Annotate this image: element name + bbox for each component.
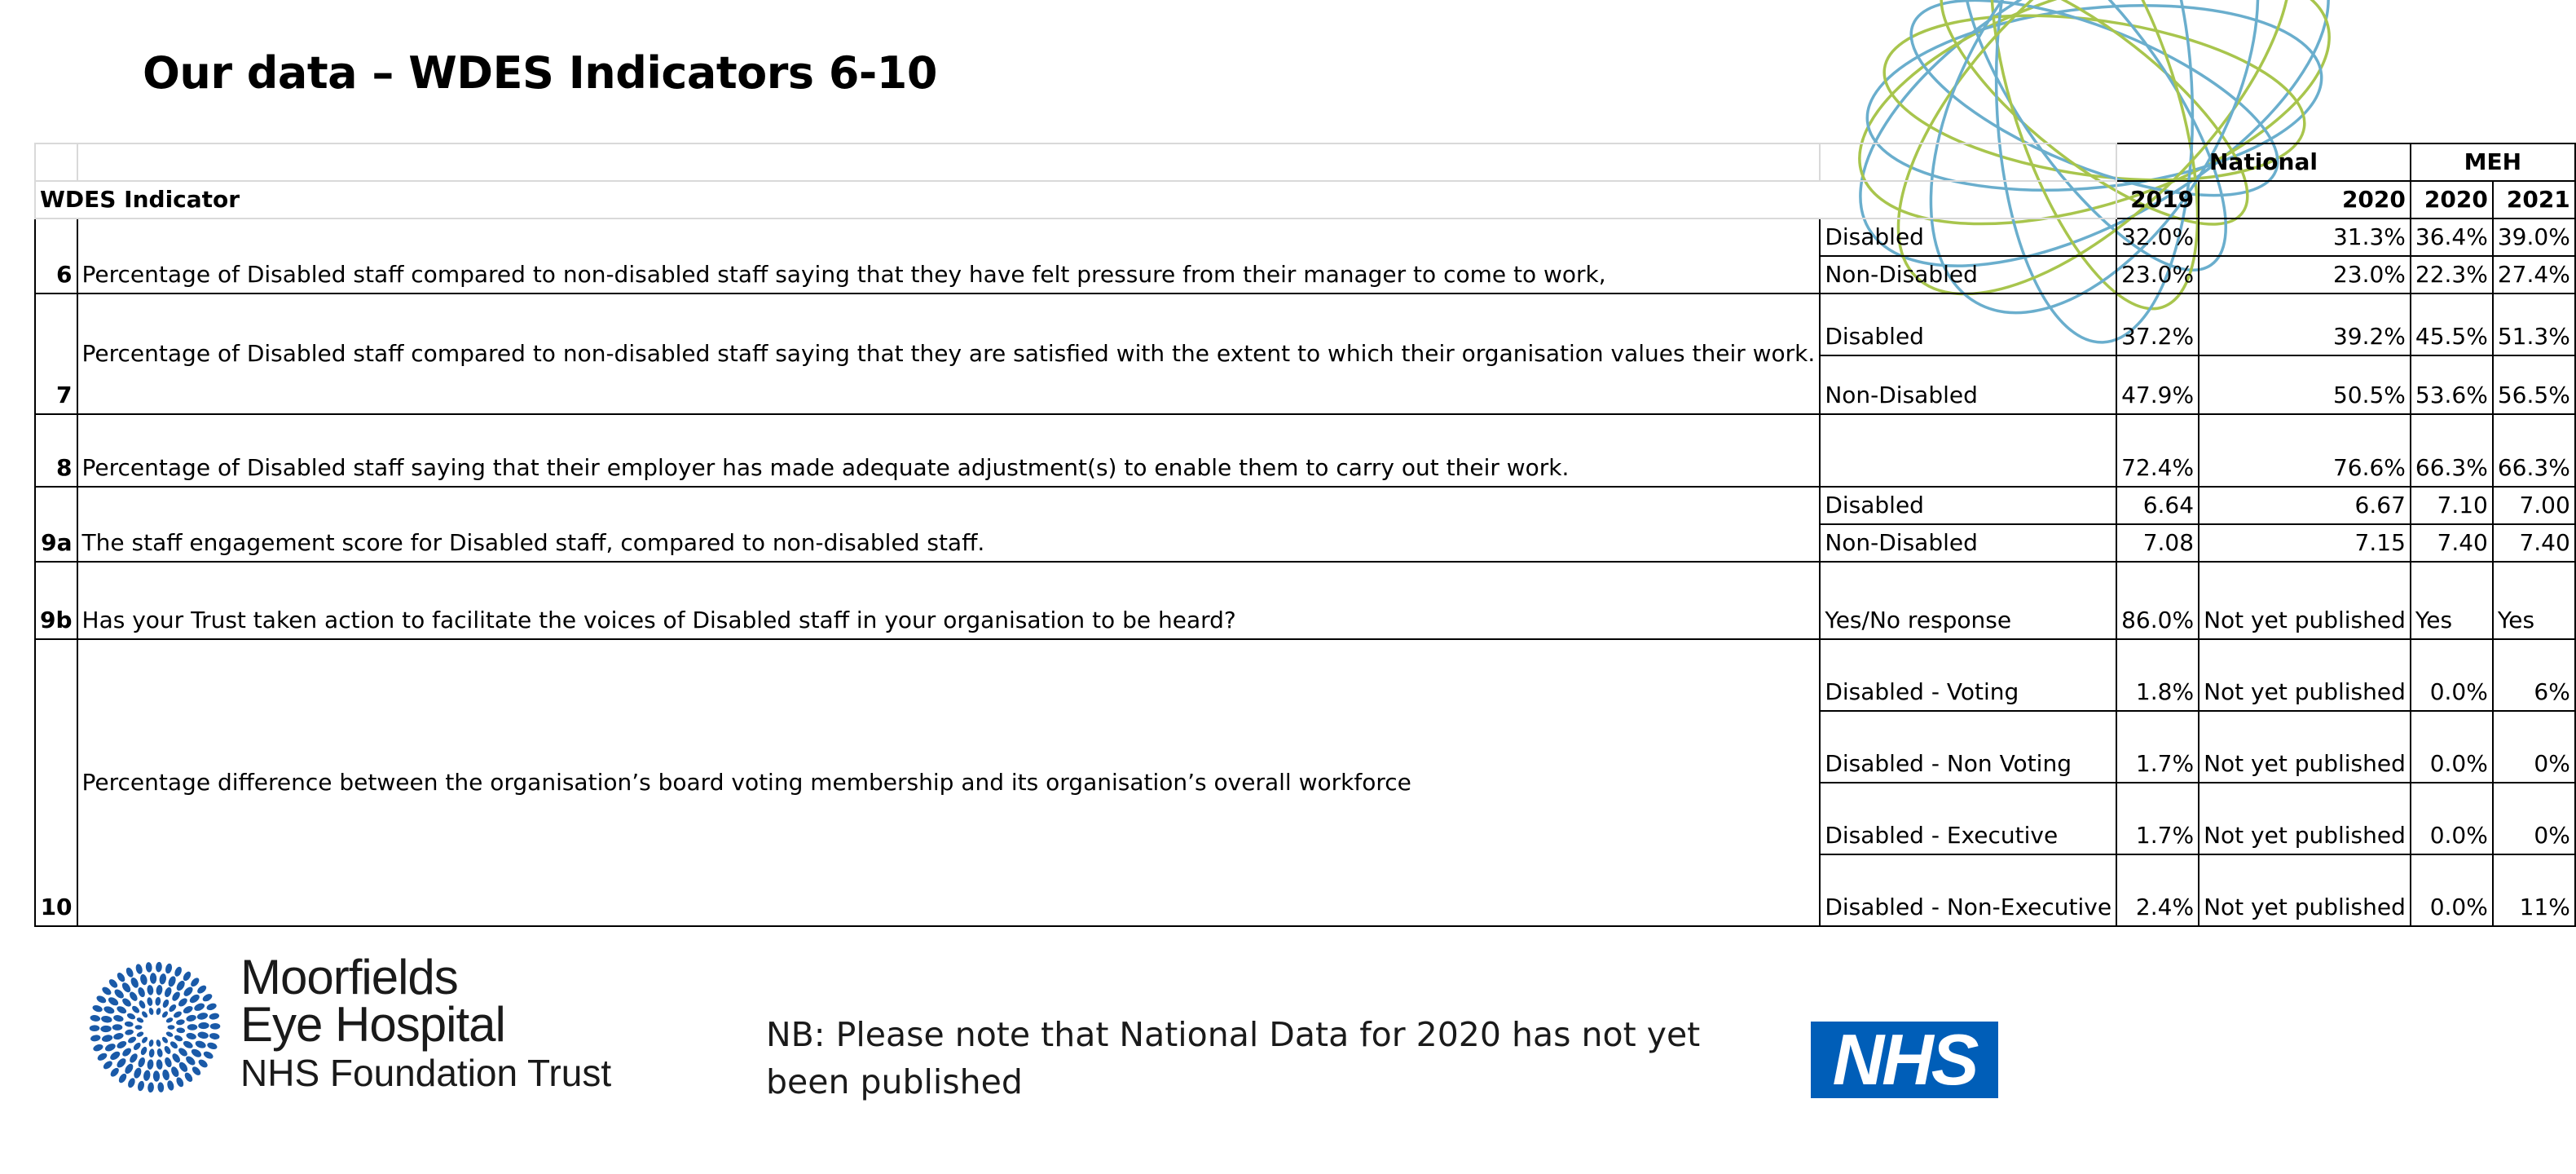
logo-dot [166, 1079, 175, 1091]
logo-dot [139, 973, 148, 986]
page-title: Our data – WDES Indicators 6-10 [143, 47, 937, 99]
logo-dot [148, 1048, 155, 1058]
value-cell: 37.2% [2116, 294, 2199, 355]
logo-dot [112, 987, 125, 1000]
value-cell: 66.3% [2493, 414, 2575, 487]
indicator-id: 6 [35, 218, 77, 294]
logo-dot [96, 1052, 108, 1062]
logo-dot [90, 1034, 101, 1042]
logo-dot [193, 1002, 206, 1013]
category-cell: Non-Disabled [1820, 256, 2116, 294]
category-cell: Disabled [1820, 487, 2116, 524]
header-year-row [35, 181, 2575, 218]
logo-dot [116, 971, 126, 983]
wdes-table [34, 143, 2576, 927]
indicator-id: 9a [35, 487, 77, 562]
logo-dot [137, 986, 147, 999]
logo-dot [170, 991, 181, 1003]
logo-dot [197, 1031, 209, 1039]
logo-dot [101, 1034, 113, 1043]
value-cell: 1.7% [2116, 711, 2199, 783]
logo-dot [156, 1059, 163, 1070]
organisation-name [240, 950, 612, 1097]
value-cell: 66.3% [2411, 414, 2493, 487]
logo-dot [205, 1002, 217, 1012]
logo-dot [182, 970, 192, 982]
logo-dot [126, 1012, 137, 1021]
value-cell: 36.4% [2411, 218, 2493, 256]
logo-dot [163, 986, 173, 999]
value-cell: 7.15 [2199, 524, 2411, 562]
logo-dot [107, 995, 120, 1007]
logo-dot [161, 999, 170, 1009]
value-cell: 51.3% [2493, 294, 2575, 355]
logo-dot [209, 1032, 220, 1039]
value-cell: 11% [2493, 854, 2575, 926]
value-cell: 86.0% [2116, 562, 2199, 639]
logo-dot [130, 1004, 140, 1014]
category-cell: Disabled [1820, 294, 2116, 355]
year-meh-2020: 2020 [2411, 181, 2493, 218]
logo-dot [184, 1054, 197, 1066]
logo-dot [121, 996, 133, 1008]
value-cell: 7.40 [2411, 524, 2493, 562]
logo-dot [161, 1035, 170, 1044]
value-cell: Yes [2493, 562, 2575, 639]
logo-dot [169, 1040, 178, 1050]
meh-group-header: MEH [2411, 143, 2575, 181]
logo-dot [90, 1014, 101, 1022]
logo-dot [175, 1076, 185, 1088]
logo-dot [161, 1010, 170, 1018]
value-cell: 1.8% [2116, 639, 2199, 711]
logo-dot [148, 1082, 155, 1092]
logo-dot [95, 995, 108, 1005]
value-cell: 6.64 [2116, 487, 2199, 524]
logo-dot [136, 1017, 144, 1024]
value-cell: Not yet published [2199, 711, 2411, 783]
value-cell: Not yet published [2199, 639, 2411, 711]
category-cell [1820, 414, 2116, 487]
logo-dot [136, 1031, 144, 1038]
logo-dot [123, 1062, 134, 1075]
logo-dot [186, 1014, 197, 1023]
logo-dot [143, 1070, 151, 1082]
logo-dot [174, 965, 183, 978]
value-cell: 0.0% [2411, 783, 2493, 854]
logo-dot [137, 1080, 145, 1092]
logo-dot [209, 1013, 220, 1021]
logo-dot [90, 1025, 100, 1031]
logo-dot [187, 1024, 198, 1031]
indicator-description: Has your Trust taken action to facilitate the voices of Disabled staff in your organisation to be heard? [77, 562, 1821, 639]
org-name-line-1: Moorfields [240, 950, 458, 1004]
logo-dot [198, 1022, 209, 1030]
indicator-id: 9b [35, 562, 77, 639]
year-national-2020: 2020 [2199, 181, 2411, 218]
logo-dot [101, 986, 113, 997]
logo-dot [202, 1050, 214, 1061]
value-cell: 39.2% [2199, 294, 2411, 355]
indicator-description: Percentage of Disabled staff compared to non-disabled staff saying that they are satisfied with the extent to which their organisation values their work. [77, 294, 1821, 414]
logo-dot [168, 1003, 178, 1013]
logo-dot [141, 1010, 149, 1018]
value-cell: 2.4% [2116, 854, 2199, 926]
category-cell: Disabled [1820, 218, 2116, 256]
logo-dot [137, 1057, 147, 1069]
value-cell: 23.0% [2116, 256, 2199, 294]
category-cell: Non-Disabled [1820, 524, 2116, 562]
category-cell: Yes/No response [1820, 562, 2116, 639]
category-cell: Disabled - Executive [1820, 783, 2116, 854]
logo-dot [133, 1066, 143, 1079]
logo-dot [189, 976, 200, 988]
value-cell: 39.0% [2493, 218, 2575, 256]
logo-dot [116, 1004, 128, 1015]
year-national-2019: 2019 [2116, 181, 2199, 218]
logo-dot [197, 1058, 209, 1070]
logo-dot [139, 1046, 148, 1057]
logo-dot [135, 1025, 143, 1030]
logo-dot [165, 1031, 174, 1038]
logo-dot [112, 1032, 124, 1041]
logo-dot [177, 996, 189, 1008]
nhs-logo-icon: NHS [1811, 1022, 1998, 1098]
logo-dot [147, 1059, 154, 1070]
value-cell: 47.9% [2116, 355, 2199, 414]
logo-dot [164, 1057, 174, 1069]
value-cell: 0.0% [2411, 711, 2493, 783]
logo-dot [124, 1021, 134, 1027]
logo-dot [121, 1046, 133, 1057]
logo-dot [147, 985, 154, 995]
logo-dot [182, 1004, 194, 1015]
logo-dot [109, 1066, 121, 1079]
logo-dot [161, 1069, 170, 1081]
logo-dot [174, 1034, 184, 1043]
table-row [35, 414, 2575, 487]
indicator-id: 8 [35, 414, 77, 487]
logo-dot [210, 1023, 221, 1030]
logo-dot [173, 1010, 183, 1019]
logo-dot [170, 1066, 180, 1079]
logo-dot [156, 1048, 164, 1057]
logo-dot [112, 1024, 123, 1031]
logo-dot [163, 1045, 172, 1056]
value-cell: 23.0% [2199, 256, 2411, 294]
logo-dot [121, 981, 133, 994]
value-cell: 7.40 [2493, 524, 2575, 562]
value-cell: 6.67 [2199, 487, 2411, 524]
value-cell: 1.7% [2116, 783, 2199, 854]
indicator-id: 10 [35, 639, 77, 926]
indicator-description: Percentage of Disabled staff compared to non-disabled staff saying that they have felt pressure from their manager to come to work, [77, 218, 1821, 294]
logo-dot [175, 1019, 185, 1026]
logo-dot [125, 1029, 134, 1036]
indicator-description: Percentage of Disabled staff saying that their employer has made adequate adjustment(s) to enable them to carry out their work. [77, 414, 1821, 487]
logo-dot [100, 1026, 112, 1033]
logo-dot [145, 962, 152, 973]
logo-dot [156, 962, 163, 973]
logo-dot [175, 979, 187, 992]
logo-dot [170, 1052, 182, 1064]
value-cell: 27.4% [2493, 256, 2575, 294]
category-cell: Non-Disabled [1820, 355, 2116, 414]
value-cell: Not yet published [2199, 854, 2411, 926]
logo-dot [177, 1046, 189, 1057]
logo-dot [168, 1025, 175, 1030]
logo-dot [117, 1072, 128, 1084]
category-cell: Disabled - Voting [1820, 639, 2116, 711]
value-cell: Not yet published [2199, 783, 2411, 854]
logo-dot [127, 1035, 138, 1044]
logo-dot [138, 1000, 147, 1010]
value-cell: 0.0% [2411, 854, 2493, 926]
logo-dot [182, 985, 194, 998]
value-cell: Yes [2411, 562, 2493, 639]
value-cell: 72.4% [2116, 414, 2199, 487]
table-row [35, 294, 2575, 355]
value-cell: 76.6% [2199, 414, 2411, 487]
value-cell: 7.08 [2116, 524, 2199, 562]
value-cell: 32.0% [2116, 218, 2199, 256]
logo-dot [115, 1057, 127, 1070]
year-meh-2021: 2021 [2493, 181, 2575, 218]
value-cell: 45.5% [2411, 294, 2493, 355]
logo-dot [159, 973, 167, 985]
category-cell: Disabled - Non Voting [1820, 711, 2116, 783]
logo-dot [116, 1039, 128, 1050]
logo-dot [103, 1042, 117, 1053]
value-cell: 0% [2493, 783, 2575, 854]
logo-dot [148, 1039, 154, 1047]
category-cell: Disabled - Non-Executive [1820, 854, 2116, 926]
logo-dot [182, 1039, 194, 1050]
logo-dot [91, 1004, 103, 1013]
logo-dot [112, 1014, 124, 1022]
logo-dot [108, 1050, 121, 1062]
logo-dot [125, 966, 134, 978]
table-row [35, 562, 2575, 639]
logo-dot [108, 978, 119, 989]
logo-dot [156, 1007, 161, 1015]
value-cell: 0% [2493, 711, 2575, 783]
logo-dot [191, 1065, 202, 1076]
table-row [35, 639, 2575, 711]
footnote: NB: Please note that National Data for 2020 has not yet been published [766, 1015, 1701, 1101]
logo-dot [132, 1041, 142, 1051]
value-cell: 56.5% [2493, 355, 2575, 414]
logo-dot [194, 1039, 207, 1049]
logo-dot [156, 1039, 161, 1047]
logo-dot [148, 1007, 154, 1015]
logo-dot [165, 963, 173, 974]
value-cell: 22.3% [2411, 256, 2493, 294]
logo-dot [92, 1043, 103, 1053]
logo-dot [196, 1012, 209, 1021]
logo-dot [102, 1059, 114, 1070]
logo-dot [147, 997, 154, 1007]
logo-dot [128, 991, 139, 1003]
logo-dot [103, 1005, 116, 1015]
value-cell: Not yet published [2199, 562, 2411, 639]
row-header-label: WDES Indicator [40, 186, 240, 213]
value-cell: 7.10 [2411, 487, 2493, 524]
logo-dot [155, 996, 161, 1006]
national-group-header: National [2116, 143, 2411, 181]
moorfields-logo-icon [86, 958, 224, 1097]
org-name-line-2: Eye Hospital [240, 997, 505, 1052]
logo-dot [153, 1070, 161, 1082]
logo-dot [176, 1027, 186, 1034]
value-cell: 53.6% [2411, 355, 2493, 414]
logo-dot [183, 1071, 194, 1084]
logo-dot [130, 976, 140, 989]
logo-dot [167, 975, 177, 988]
table-row [35, 487, 2575, 524]
logo-dot [190, 1048, 203, 1059]
logo-dot [206, 1041, 218, 1050]
logo-dot [157, 1082, 165, 1092]
logo-dot [150, 973, 157, 984]
value-cell: 6% [2493, 639, 2575, 711]
logo-dot [178, 1061, 190, 1074]
indicator-description: Percentage difference between the organisation’s board voting membership and its organisation’s overall workforce [77, 639, 1821, 926]
logo-dot [141, 1035, 149, 1044]
logo-dot [188, 993, 201, 1005]
indicator-description: The staff engagement score for Disabled staff, compared to non-disabled staff. [77, 487, 1821, 562]
logo-dot [196, 984, 208, 995]
logo-dot [128, 1053, 139, 1065]
value-cell: 0.0% [2411, 639, 2493, 711]
logo-dot [201, 992, 214, 1003]
org-name-line-3: NHS Foundation Trust [240, 1052, 612, 1094]
header-group-row [35, 143, 2575, 181]
logo-dot [126, 1077, 136, 1089]
logo-dot [186, 1032, 197, 1040]
logo-dot [100, 1015, 112, 1023]
logo-dot [156, 985, 163, 995]
value-cell: 50.5% [2199, 355, 2411, 414]
indicator-id: 7 [35, 294, 77, 414]
value-cell: 7.00 [2493, 487, 2575, 524]
logo-dot [165, 1017, 174, 1024]
table-row [35, 218, 2575, 256]
value-cell: 31.3% [2199, 218, 2411, 256]
logo-dot [134, 963, 143, 974]
